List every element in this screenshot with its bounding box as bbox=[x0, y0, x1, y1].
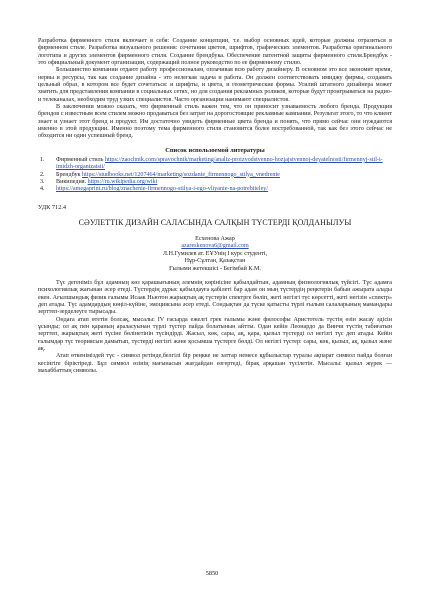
intro-paragraph-3: В заключении можно сказать, что фирменный стиль важен тем, что он приносит узнаваемость любого бренда. Продукция брендов с известным всем стилем можно продаваться без затрат на дорогостоящие рекламные кампании. Результат этого, то что клиент знает и узнает этот бренд и продукт. Им достаточно увидеть фирменные цвета бренда и понять, что прямо сейчас они нуждаются именно в этой продукции. Именно поэтому тема фирменного стиля становится более востребованной, так как без этого сейчас не обходится ни один успешный бренд. bbox=[38, 104, 392, 140]
bibliography-item-text: Фирменный стиль bbox=[56, 156, 105, 163]
bibliography-link[interactable]: https://studbooks.net/1207464/marketing/sozdanie_firmennogo_stilya_vnedrenie bbox=[82, 171, 280, 178]
intro-paragraph-2: Большинство компании отдают работу профессионалам, оплачивая всю работу дизайнеру. В основном это все экономит время, нервы и ресурсы, так как создание дизайна - это нелегкая задача и работа. Он должен соответствовать имиджу фирмы, создавать цельный образ, в котором все будет сочетаться: и шрифты, и цвета, и геометрические формы. Усилий штатного дизайнера может хватить для представления компании в социальных сетях, но для создания рекламных роликов, которые будут проигрываться на радио- и телеканалах, необходим труд узких специалистов. Часто организации нанимают специалистов. bbox=[38, 67, 392, 103]
article-title: СӘУЛЕТТІК ДИЗАЙН САЛАСЫНДА САЛҚЫН ТҮСТЕРДІ ҚОЛДАНЫЛУЫ bbox=[78, 217, 352, 227]
intro-paragraph-1: Разработка фирменного стиля включает в себя: Создание концепции, т.е. выбор основных идей, которые должны отразиться в фирменном стиле. Разработка визуального решения: сочетания цветов, шрифтов, графических элементов. Разработка оригинального логотипа и других элементов фирменного стиля. Создание брендбука. Обеспечение патентной защиты фирменного стиля.Брендбук - это официальный документ организации, содержащий полное руководство по ее фирменному стилю. bbox=[38, 38, 392, 67]
bibliography-link[interactable]: https://amegaprint.ru/blog/znachenie-firmennogo-stilya-i-ego-vliyanie-na-potrebiteley/ bbox=[56, 186, 269, 193]
article-paragraph-1: Түс дегеніміз бұл адамның көз қарашығының әлемнің көрінісіне қабылдайтын, адамның физиологиялық түйсігі. Түс адамға психологиялық жағынан әсер етеді. Түстердің дұрыс қабылдауға қабілеті бар адам он мың түстердің реңктерін бабын ажырата алады екен. Ағылшындық физик ғалымы Исаак Ньютон жарықтың ақ түстерін спектрге бөліп, жеті негізгі түс көрсетті, жеті негізін «спектр» деп атады. Түс адамдардың көңіл-күйіне, эмоциясына әсер етеді. Сондықтан да түске қатысты түрлі ғылым салаларының мамандары зерттеп-зерделеуге тырысады. bbox=[38, 280, 392, 316]
supervisor: Ғылыми жетекшісі - Бегімбай К.М. bbox=[169, 265, 261, 272]
page-number: 5850 bbox=[205, 570, 219, 577]
email-link[interactable]: azareskenova6@gmail.com bbox=[181, 243, 249, 250]
bibliography-item bbox=[38, 186, 392, 193]
bibliography-item-text: Википедия. bbox=[56, 178, 88, 185]
bibliography-item bbox=[38, 172, 392, 179]
author-city: Нұр-Сұлтан, Қазақстан bbox=[184, 258, 246, 265]
bibliography-item-number: 1. bbox=[40, 156, 45, 163]
bibliography-item-number: 3. bbox=[40, 178, 45, 185]
bibliography-list bbox=[38, 157, 392, 194]
article-paragraph-3: Атап өткеніміздей түс - символ ретінде,белгілі бір реңкке не заттар немесе құбылыстар туралы ақпарат символ пайда болған кесінгіге біріктіреді. Бұл символ өзінің мағынасын жағдайдан өзгертеді, бірақ арқашан түсілетін. Мысалы: қызыл жүрек — махаббаттың символы. bbox=[38, 353, 392, 375]
author-email bbox=[38, 243, 392, 251]
author-name: Есхенова Ажар bbox=[195, 235, 235, 242]
bibliography-link[interactable]: https://zaochnik.com/spravochnik/marketing/analiz-proizvodstvenno-hozjajstvennoj-deyatelnosti/firmennyj-stil-i-imidzh-organizatsii/ bbox=[56, 156, 383, 171]
author-affiliation: Л.Н.Гумилев ат. ЕҰУнің I курс студенті, bbox=[162, 250, 268, 257]
article-paragraph-2: Ондаға атап өтетін болсақ, мысалы: IV ғасырда ежелгі грек ғалымы және философы Аристотель түстің өзін жасау әдісін ұсынды; ол ақ пен қараның араласуынан түрлі түстер пайда болатынын айтты. Одан кейін Леонардо да Винчи түстің табиғатын зерттеп, жарықтың жеті түсіне бөлінетінін түсіндірді. Жасыл, көк, сары, ақ, қара, қызыл түстерді ол негізгі түс деп атады. Кейін ғалымдар түс теориясын дамытып, түстерді негізгі және қосымша түстерге бөлді. Ол негізгі түстер: сары, көк, қызыл, ақ, қызыл және ақ. bbox=[38, 316, 392, 353]
bibliography-link[interactable]: https://ru.wikipedia.org/wiki bbox=[87, 178, 158, 185]
bibliography-item-number: 4. bbox=[40, 186, 45, 193]
bibliography-item bbox=[38, 157, 392, 172]
udk-code: УДК 712.4 bbox=[38, 203, 67, 211]
bibliography-item-number: 2. bbox=[40, 171, 45, 178]
bibliography-title: Список использоемой литературы bbox=[165, 146, 265, 154]
bibliography-item-text: Брендбук bbox=[56, 171, 83, 178]
